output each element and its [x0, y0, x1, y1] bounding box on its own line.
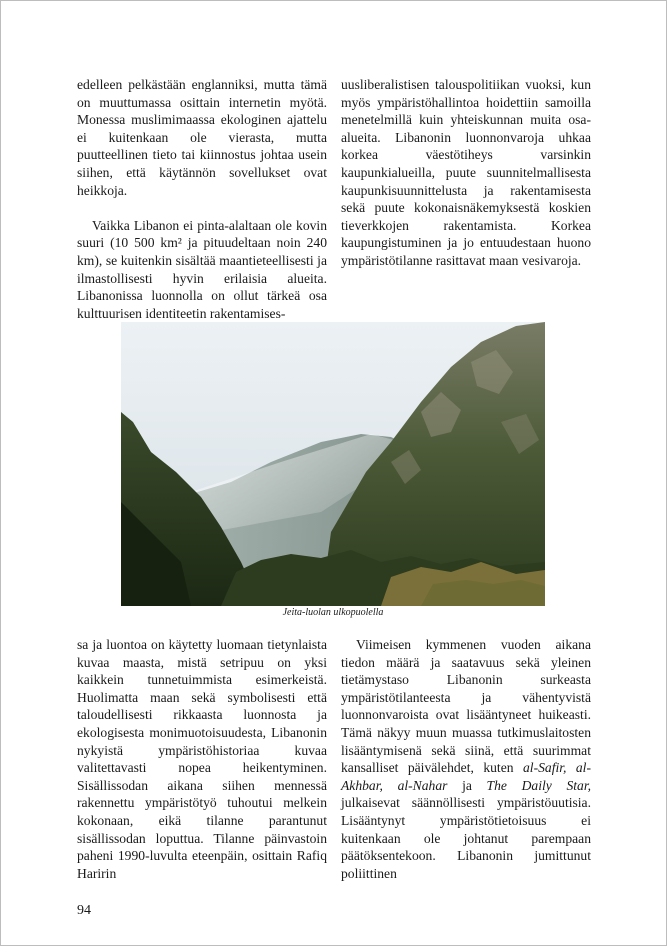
paragraph: Vaikka Libanon ei pinta-alaltaan ole kovin suuri (10 500 km² ja pituudeltaan noin 240 km), se kuitenkin sisältää maantieteellisesti ja ilmastollisesti hyvin erilaisia alueita. Libanonissa luonnolla on ollut tärkeä osa kulttuurisen identiteetin rakentamises-	[77, 217, 327, 321]
text-column-bottom-left	[77, 636, 327, 882]
text-run: julkaisevat säännöllisesti ympäristöuutisia. Lisääntynyt ympäristötietoisuus ei kuitenkaan ole johtanut parempaan päätöksentekoon. Libanonin jumittunut poliittinen	[341, 795, 591, 881]
text-column-top-left	[77, 76, 327, 322]
photo-caption: Jeita-luolan ulkopuolella	[282, 607, 384, 618]
text-column-bottom-right	[341, 636, 591, 882]
paragraph	[341, 636, 591, 882]
valley-photo	[121, 322, 545, 606]
paragraph: edelleen pelkästään englanniksi, mutta tämä on muuttumassa osittain internetin myötä. Monessa muslimimaassa ekologinen ajattelu ei kuitenkaan ole vierasta, mutta puutteellinen tieto tai kiinnostus johtaa usein siihen, että käytännön sovellukset ovat heikkoja.	[77, 77, 327, 198]
newspaper-name: The Daily Star,	[486, 777, 591, 793]
page-number: 94	[77, 903, 91, 918]
newspaper-names: al-Safir, al-Akhbar, al-Nahar	[341, 760, 591, 793]
text-column-top-right	[341, 76, 591, 270]
text-run: ja	[447, 777, 487, 793]
paragraph: sa ja luontoa on käytetty luomaan tietynlaista kuvaa maasta, mistä setripuu on yksi kaikkein tunnetuimmista esimerkeistä. Huolimatta maan sekä symbolisesti että taloudellisesti rikkaasta luonnosta ja ekologisesta monimuotoisuudesta, Libanonin nykyistä ympäristöhistoriaa kuvaa valitettavasti nopea heikentyminen. Sisällissodan aikana siihen mennessä rakennettu ympäristötyö tuhoutui melkein kokonaan, eikä tilanne parantunut sisällissodan loputtua. Tilanne päinvastoin paheni 1990-luvulta eteenpäin, osittain Rafiq Haririn	[77, 637, 327, 881]
text-run: Viimeisen kymmenen vuoden aikana tiedon määrä ja saatavuus sekä yleinen tietämystaso Libanonin surkeasta ympäristötilanteesta ja vähentyvistä luonnonvaroista ovat lisääntyneet huikeasti. Tämä näkyy muun muassa tutkimuslaitosten lisääntymisenä sekä siinä, että suurimmat kansalliset päivälehdet, kuten	[341, 637, 591, 776]
paragraph: uusliberalistisen talouspolitiikan vuoksi, kun myös ympäristöhallintoa hoidettiin samoilla menetelmillä kuin yhteiskunnan muita osa-alueita. Libanonin luonnonvaroja uhkaa korkea väestötiheys varsinkin kaupunkialueilla, puute suunnitelmallisesta kaupunkisuunnittelusta ja rakentamisesta sekä puute kokonaisnäkemyksestä koskien tieverkkojen rakentamista. Korkea kaupungistuminen ja jo entuudestaan huono ympäristötilanne rasittavat maan vesivaroja.	[341, 77, 591, 268]
